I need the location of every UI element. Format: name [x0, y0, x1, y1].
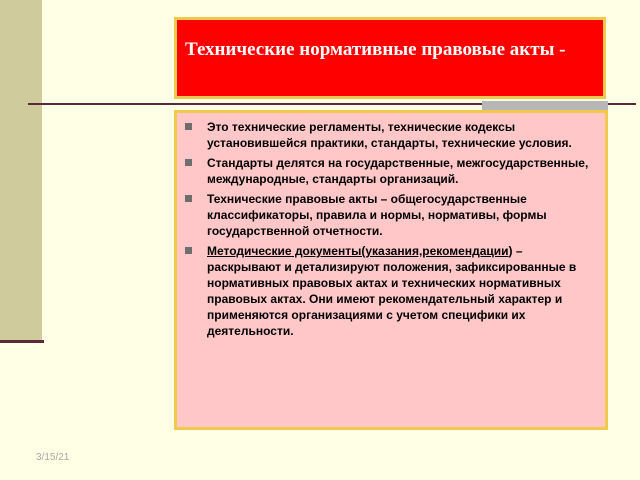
left-band-underline	[0, 340, 44, 343]
slide-date: 3/15/21	[36, 452, 70, 463]
slide-content-box[interactable]	[174, 110, 608, 430]
bullet-item	[177, 155, 599, 187]
bullet-list	[177, 119, 599, 339]
bullet-square-icon	[185, 123, 192, 130]
bullet-text: ) – раскрывают и детализируют положения, зафиксированные в нормативных правовых актах и технических нормативных правовых актах. Они имеют рекомендательный характер и применяются организациями с учетом специфики их деятельности.	[207, 244, 577, 338]
slide-title: Технические нормативные правовые акты -	[185, 39, 566, 60]
bullet-item	[177, 191, 599, 239]
bullet-square-icon	[185, 159, 192, 166]
bullet-square-icon	[185, 247, 192, 254]
slide-title-box[interactable]	[174, 17, 606, 99]
left-decorative-band	[0, 0, 42, 342]
bullet-square-icon	[185, 195, 192, 202]
bullet-underlined-term: Методические документы(указания,рекомендации	[207, 244, 509, 258]
bullet-text: Технические правовые акты – общегосударственные классификаторы, правила и нормы, нормативы, формы государственной отчетности.	[207, 192, 547, 238]
bullet-text: Стандарты делятся на государственные, межгосударственные, международные, стандарты организаций.	[207, 156, 589, 186]
bullet-text: Это технические регламенты, технические кодексы установившейся практики, стандарты, технические условия.	[207, 120, 572, 150]
bullet-item	[177, 119, 599, 151]
bullet-item	[177, 243, 599, 339]
